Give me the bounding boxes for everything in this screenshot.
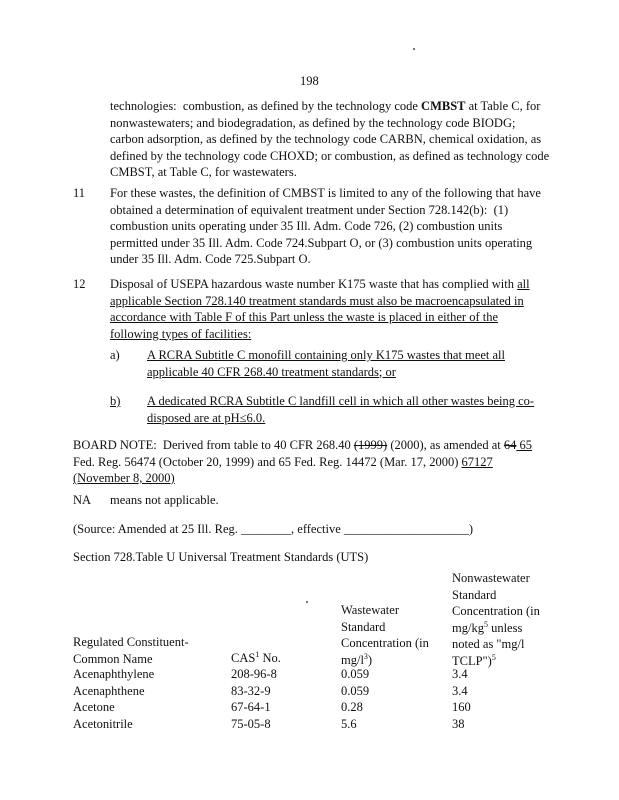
cell-wastewater: 0.059 (341, 683, 370, 698)
cell-nonwastewater: 3.4 (452, 683, 468, 698)
item-a-text (147, 347, 505, 380)
cell-cas: 67-64-1 (231, 700, 271, 714)
board-note-lines (73, 437, 532, 487)
item-b-text (147, 393, 534, 426)
text-line (110, 218, 541, 235)
cell-name: Acenaphthylene (73, 667, 155, 681)
text-line (147, 410, 534, 427)
text-line (110, 164, 549, 181)
text-run: defined by the technology code CHOXD; or combustion, as defined as technology code (110, 148, 550, 163)
item-b-lines (147, 393, 534, 426)
text-run: (1999) (353, 438, 388, 452)
cell-name: Acenaphthene (73, 683, 145, 698)
cell-name: Acetone (73, 700, 115, 714)
item-a-lines (147, 347, 505, 380)
text-line (73, 437, 532, 454)
text-line (110, 131, 549, 148)
text-line (110, 326, 530, 343)
page-number: 198 (300, 74, 319, 88)
text-run: 64 (503, 438, 517, 452)
text-line (110, 185, 541, 202)
text-line (110, 115, 549, 132)
text-run: For these wastes, the definition of CMBST is limited to any of the following that have (110, 186, 541, 200)
text-run: 65 (516, 438, 532, 452)
text-run: following types of facilities: (110, 326, 252, 341)
text-run: Disposal of USEPA hazardous waste number K175 waste that has complied with (110, 277, 518, 291)
text-run: permitted under 35 Ill. Adm. Code 724.Subpart O, or (3) combustion units operating (110, 235, 533, 250)
text-run: carbon adsorption, as defined by the technology code CARBN, chemical oxidation, as (110, 132, 542, 146)
section-title: Section 728.Table U Universal Treatment Standards (UTS) (73, 550, 369, 564)
table-row (73, 699, 593, 716)
text-run: combustion units operating under 35 Ill. Adm. Code 726, (2) combustion units (110, 219, 503, 233)
header-constituent-line: Regulated Constituent- (73, 635, 189, 649)
text-run: CMBST (421, 99, 466, 113)
text-line (110, 235, 541, 252)
text-run: nonwastewaters; and biodegradation, as defined by the technology code BIODG; (110, 115, 516, 130)
note-12-number: 12 (73, 277, 86, 291)
cell-wastewater: 5.6 (341, 716, 357, 731)
cell-nonwastewater: 3.4 (452, 667, 468, 681)
item-b-label: b) (110, 394, 121, 408)
header-constituent-line: Common Name (73, 651, 153, 666)
header-cas: CAS$^1$ No. (231, 649, 281, 665)
item-a-label: a) (110, 348, 120, 362)
text-run: (2000), as amended at (387, 438, 504, 452)
text-run: Fed. Reg. 56474 (October 20, 1999) and 65 Fed. Reg. 14472 (Mar. 17, 2000) (73, 454, 462, 469)
text-line (110, 293, 530, 310)
text-run: accordance with Table F of this Part unless the waste is placed in either of the (110, 310, 499, 324)
text-run: disposed are at pH≤6.0. (147, 410, 266, 425)
table-row (73, 666, 593, 683)
text-run: technologies: combustion, as defined by the technology code (110, 99, 422, 113)
text-run: BOARD NOTE: Derived from table to 40 CFR 268.40 (73, 438, 354, 452)
text-line (110, 251, 541, 268)
board-note (73, 437, 532, 487)
text-run: A dedicated RCRA Subtitle C landfill cell in which all other wastes being co- (147, 394, 535, 408)
text-line (73, 470, 532, 487)
text-run: applicable 40 CFR 268.40 treatment standards; or (147, 364, 396, 379)
cell-cas: 75-05-8 (231, 716, 271, 731)
header-constituent (73, 634, 189, 667)
text-line (73, 454, 532, 471)
text-run: A RCRA Subtitle C monofill containing only K175 wastes that meet all (147, 348, 505, 362)
cell-name: Acetonitrile (73, 716, 133, 731)
note-11-lines (110, 185, 541, 268)
na-abbr: NA (73, 493, 92, 507)
cell-cas: 83-32-9 (231, 683, 271, 698)
note-11-number: 11 (73, 186, 86, 200)
text-run: at Table C, for (465, 99, 541, 113)
na-meaning: means not applicable. (110, 493, 219, 507)
table-row (73, 683, 593, 700)
note-12-lines (110, 276, 530, 342)
continuation-lines (110, 98, 549, 181)
text-line (110, 202, 541, 219)
table-body (73, 666, 593, 732)
text-run: 67127 (461, 454, 493, 469)
cell-nonwastewater: 160 (452, 700, 471, 714)
header-wastewater: Wastewater Standard Concentration (in $mg/l^3$) (341, 603, 429, 667)
text-run: under 35 Ill. Adm. Code 725.Subpart O. (110, 252, 311, 266)
note-11-text (110, 185, 541, 268)
text-run: CMBST, at Table C, for wastewaters. (110, 165, 297, 179)
scan-speck (306, 601, 308, 603)
header-nonwastewater: Nonwastewater Standard Concentration (in $mg/kg^5$ unless noted as "mg/l TCLP")$^5$ (452, 571, 540, 668)
text-line (110, 309, 530, 326)
table-row (73, 716, 593, 733)
text-line (147, 393, 534, 410)
text-line (110, 148, 549, 165)
text-line (110, 276, 530, 293)
text-line (147, 347, 505, 364)
text-run: (November 8, 2000) (73, 471, 175, 485)
scan-speck (413, 48, 415, 50)
cell-wastewater: 0.059 (341, 667, 370, 681)
cell-wastewater: 0.28 (341, 700, 363, 714)
text-run: all (517, 277, 530, 291)
source-line: (Source: Amended at 25 Ill. Reg. ________, effective ____________________) (73, 522, 474, 536)
text-line (110, 98, 549, 115)
text-line (147, 364, 505, 381)
cell-cas: 208-96-8 (231, 667, 277, 681)
cell-nonwastewater: 38 (452, 716, 465, 731)
continuation-paragraph (110, 98, 549, 181)
text-run: obtained a determination of equivalent treatment under Section 728.142(b): (1) (110, 202, 509, 217)
text-run: applicable Section 728.140 treatment standards must also be macroencapsulated in (110, 293, 524, 308)
note-12-text (110, 276, 530, 342)
